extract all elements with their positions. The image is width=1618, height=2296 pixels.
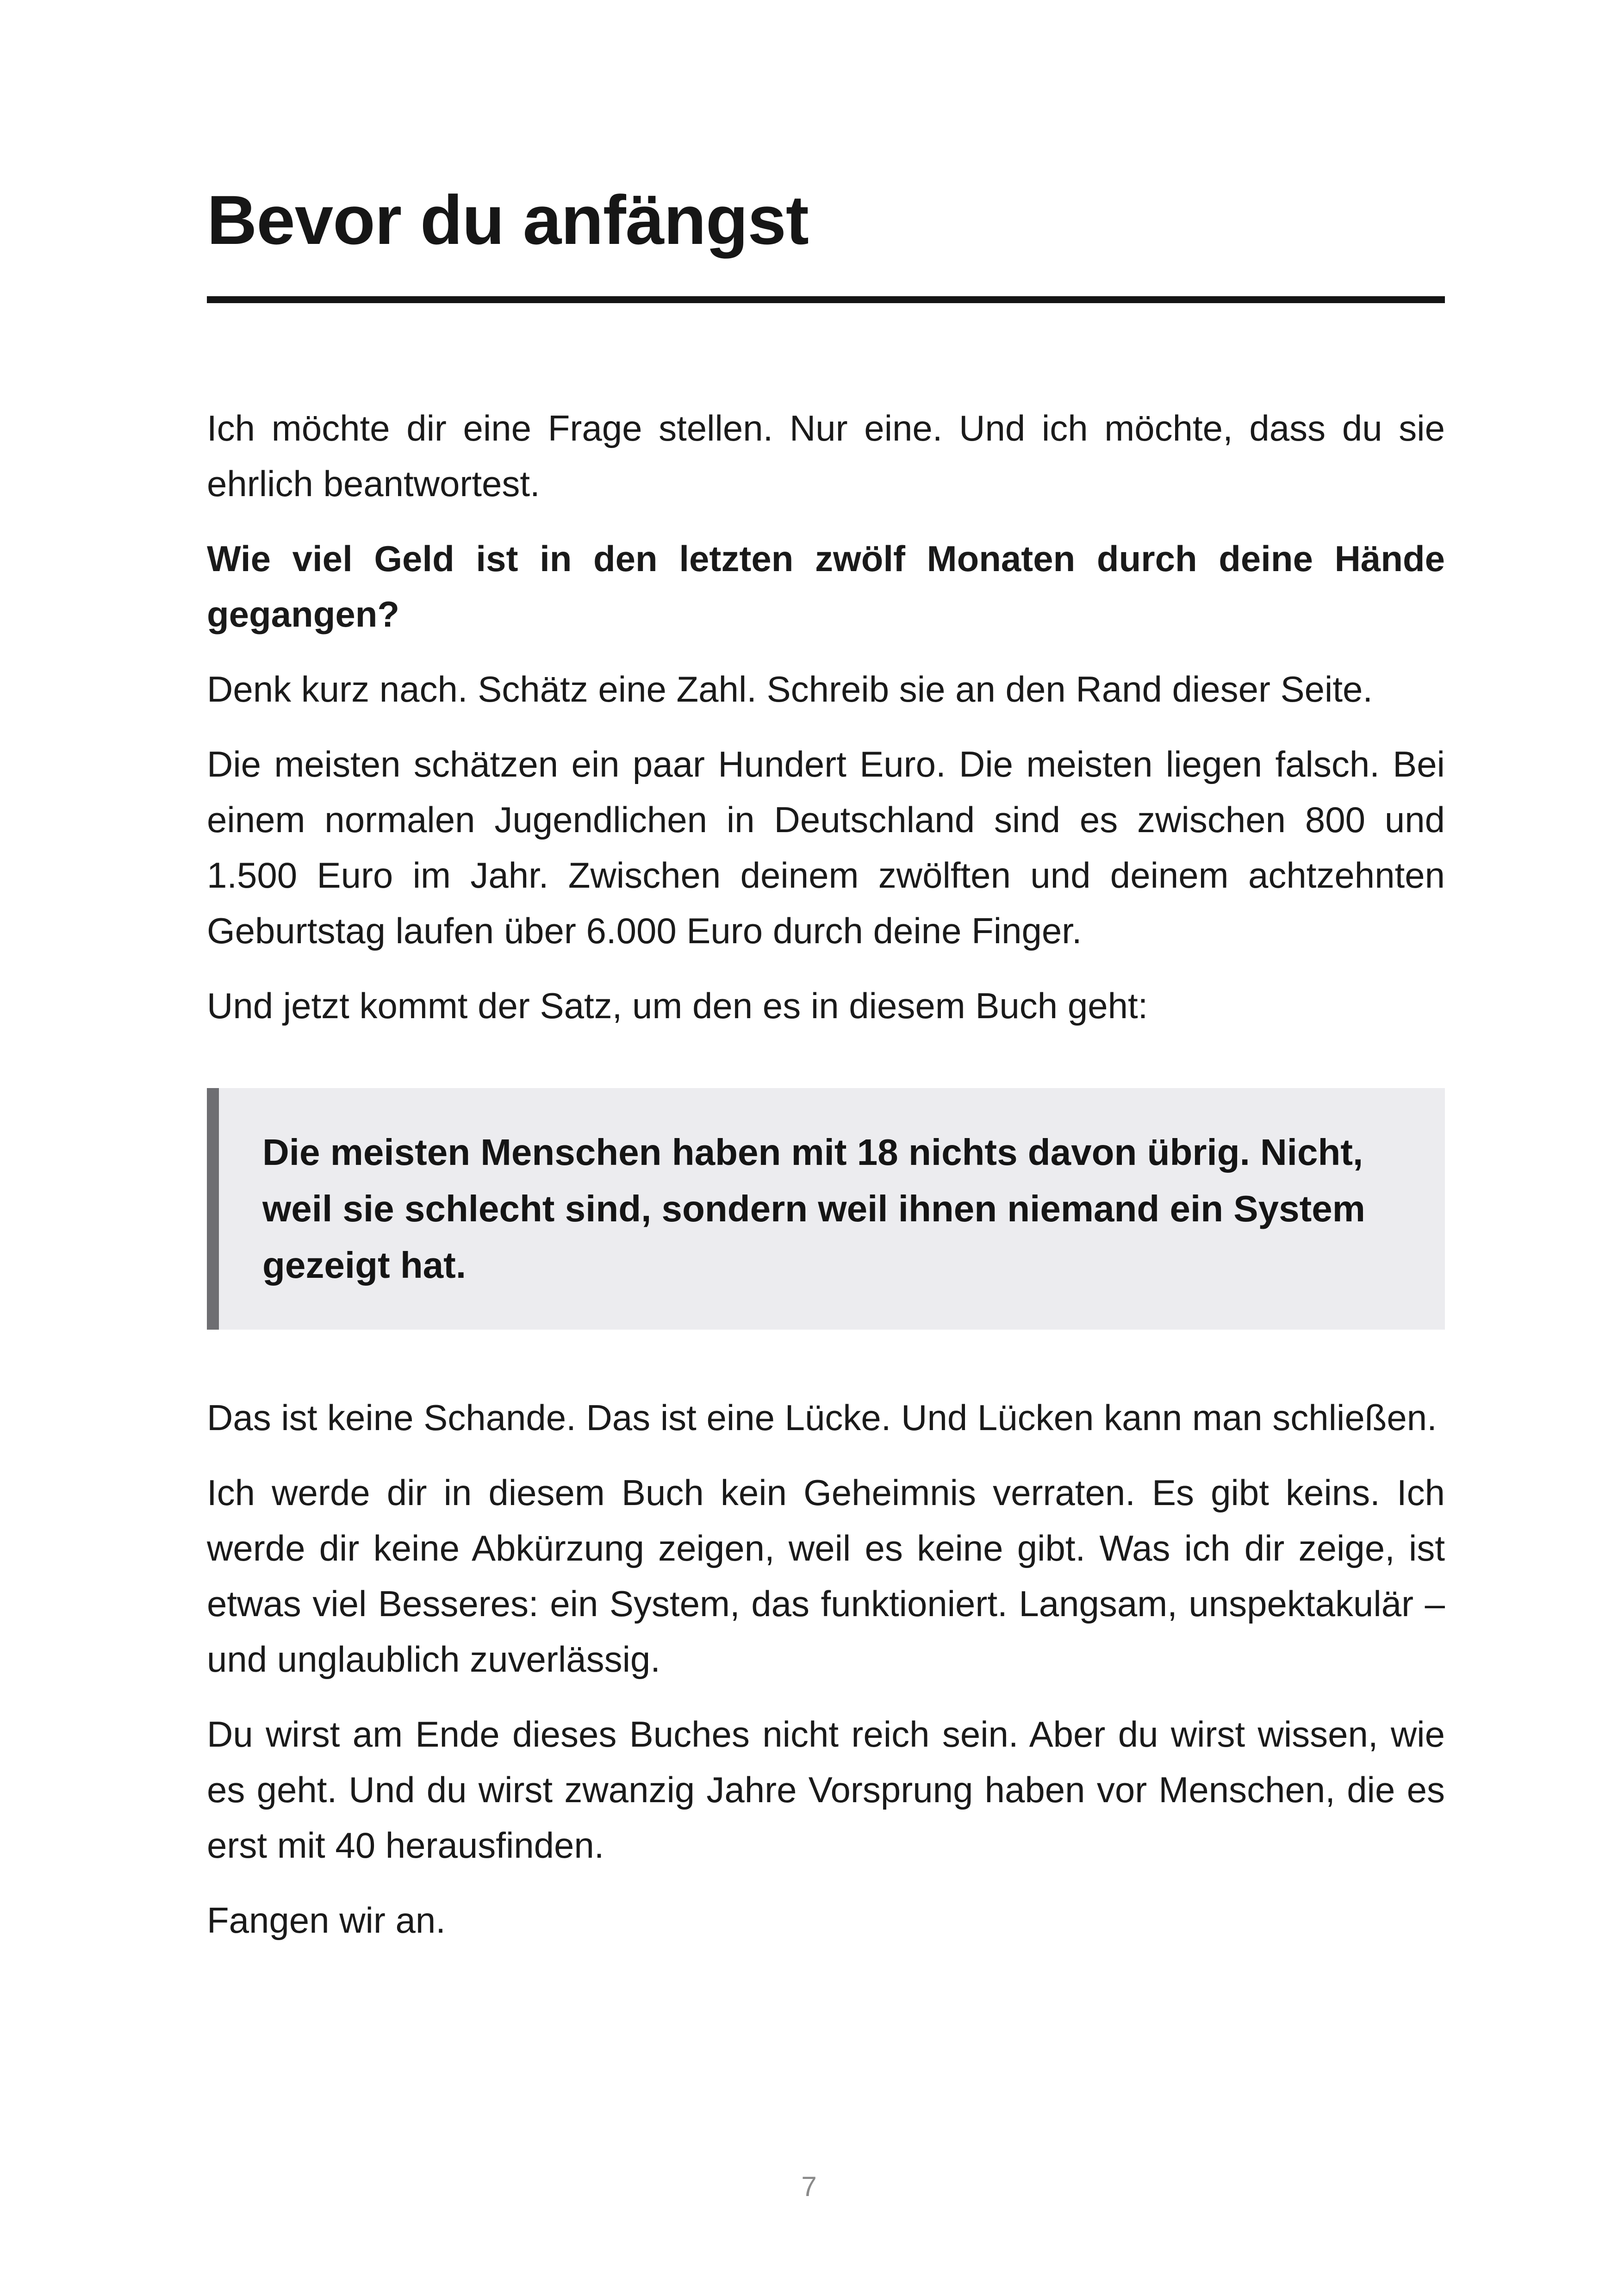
intro-paragraph: Ich möchte dir eine Frage stellen. Nur eine. Und ich möchte, dass du sie ehrlich beantwortest. (207, 408, 1445, 504)
highlight-quote-box (207, 1088, 1445, 1330)
estimate-paragraph: Die meisten schätzen ein paar Hundert Euro. Die meisten liegen falsch. Bei einem normalen Jugendlichen in Deutschland sind es zwischen 800 und 1.500 Euro im Jahr. Zwischen deinem zwölften und deinem achtzehnten Geburtstag laufen über 6.000 Euro durch deine Finger. (207, 744, 1445, 951)
system-paragraph: Ich werde dir in diesem Buch kein Geheimnis verraten. Es gibt keins. Ich werde dir keine Abkürzung zeigen, weil es keine gibt. Was ich dir zeige, ist etwas viel Besseres: ein System, das funktioniert. Langsam, unspektakulär – und unglaublich zuverlässig. (207, 1472, 1445, 1680)
page-content (207, 176, 1445, 1967)
lead-in-paragraph: Und jetzt kommt der Satz, um den es in diesem Buch geht: (207, 985, 1148, 1026)
outcome-paragraph: Du wirst am Ende dieses Buches nicht reich sein. Aber du wirst wissen, wie es geht. Und du wirst zwanzig Jahre Vorsprung haben vor Menschen, die es erst mit 40 herausfinden. (207, 1714, 1445, 1866)
gap-paragraph: Das ist keine Schande. Das ist eine Lücke. Und Lücken kann man schließen. (207, 1397, 1437, 1438)
title-divider (207, 296, 1445, 303)
page-number: 7 (801, 2171, 817, 2202)
instruction-paragraph: Denk kurz nach. Schätz eine Zahl. Schreib sie an den Rand dieser Seite. (207, 669, 1373, 709)
closing-paragraph: Fangen wir an. (207, 1900, 446, 1941)
body-text (207, 400, 1445, 1948)
key-question: Wie viel Geld ist in den letzten zwölf Monaten durch deine Hände gegangen? (207, 538, 1445, 635)
highlight-quote-text: Die meisten Menschen haben mit 18 nichts davon übrig. Nicht, weil sie schlecht sind, sondern weil ihnen niemand ein System gezeigt hat. (262, 1132, 1365, 1286)
chapter-title: Bevor du anfängst (207, 181, 809, 259)
